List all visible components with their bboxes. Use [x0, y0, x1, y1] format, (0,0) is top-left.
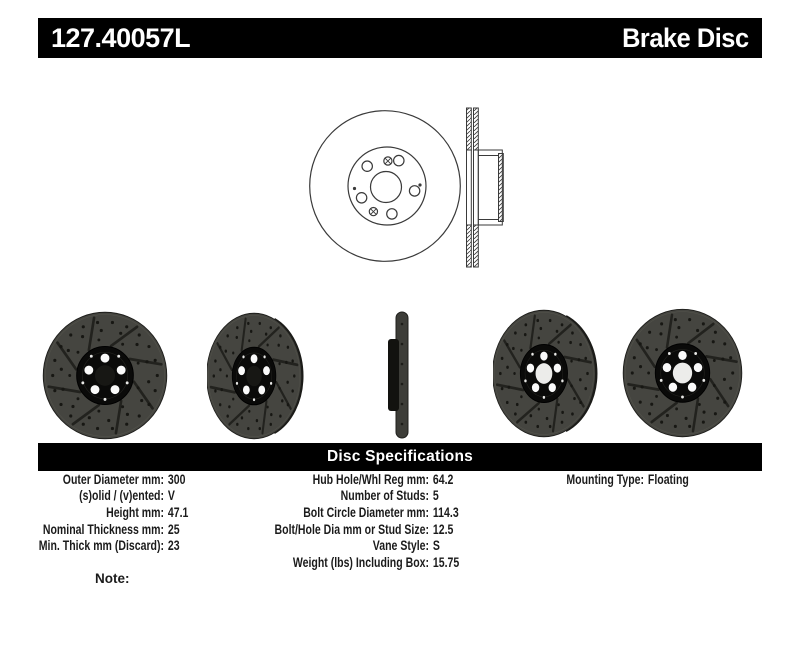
spec-row: [8, 537, 277, 554]
spec-value: 25: [167, 521, 180, 537]
rotor-photo-front: [622, 308, 743, 438]
spec-column-left: [8, 471, 277, 554]
part-number: 127.40057L: [51, 22, 191, 53]
spec-row: [8, 504, 277, 521]
spec-label: Height mm:: [106, 504, 164, 520]
spec-label: Bolt Circle Diameter mm:: [303, 504, 429, 520]
spec-row: [273, 554, 542, 571]
outer-diameter-circle: [310, 111, 461, 262]
spec-label: Nominal Thickness mm:: [42, 521, 164, 537]
spec-value: Floating: [647, 471, 689, 487]
product-type-label: Brake Disc: [622, 22, 749, 53]
center-bore: [673, 363, 692, 384]
spec-value: 23: [167, 538, 180, 554]
spec-column-right: [488, 471, 757, 488]
center-bore-circle: [371, 172, 402, 203]
header-bar: [38, 18, 762, 58]
spec-label: Weight (lbs) Including Box:: [292, 554, 429, 570]
spec-value: S: [432, 538, 440, 554]
spec-row: [8, 471, 277, 488]
rotor-photo-angled-2: [207, 312, 304, 440]
spec-value: 15.75: [432, 554, 460, 570]
spec-value: 64.2: [432, 471, 454, 487]
spec-label: Min. Thick mm (Discard):: [38, 538, 164, 554]
spec-label: Outer Diameter mm:: [62, 471, 164, 487]
spec-label: Mounting Type:: [566, 471, 644, 487]
rotor-photo-edge-profile: [383, 310, 417, 440]
spec-value: 5: [432, 488, 439, 504]
spec-section-title: Disc Specifications: [327, 448, 473, 465]
set-screw-hole-top: [384, 157, 392, 165]
spec-value: 300: [167, 471, 186, 487]
center-bore: [95, 365, 115, 386]
spec-row: [8, 488, 277, 505]
spec-label: Number of Studs:: [340, 488, 429, 504]
spec-label: Vane Style:: [372, 538, 429, 554]
spec-row: [273, 488, 542, 505]
spec-row: [273, 537, 542, 554]
set-screw-hole-bottom: [369, 208, 377, 216]
spec-value: 47.1: [167, 504, 189, 520]
spec-row: [273, 504, 542, 521]
spec-row: [273, 521, 542, 538]
spec-value: 114.3: [432, 504, 459, 520]
side-view-drawing: [462, 107, 506, 268]
rotor-photo-angled-3: [493, 309, 598, 438]
front-view-drawing: [308, 109, 462, 263]
spec-row: [488, 471, 757, 488]
hat-edge: [388, 339, 399, 411]
spec-label: Bolt/Hole Dia mm or Stud Size:: [274, 521, 429, 537]
spec-label: (s)olid / (v)ented:: [79, 488, 164, 504]
rotor-photo-angled-1: [42, 311, 168, 440]
note-label: Note:: [95, 571, 130, 586]
spec-label: Hub Hole/Whl Reg mm:: [312, 471, 429, 487]
spec-row: [8, 521, 277, 538]
center-bore: [536, 363, 553, 384]
spec-section-bar: [38, 443, 762, 471]
spec-value: V: [167, 488, 175, 504]
center-bore: [246, 366, 262, 386]
spec-value: 12.5: [432, 521, 454, 537]
